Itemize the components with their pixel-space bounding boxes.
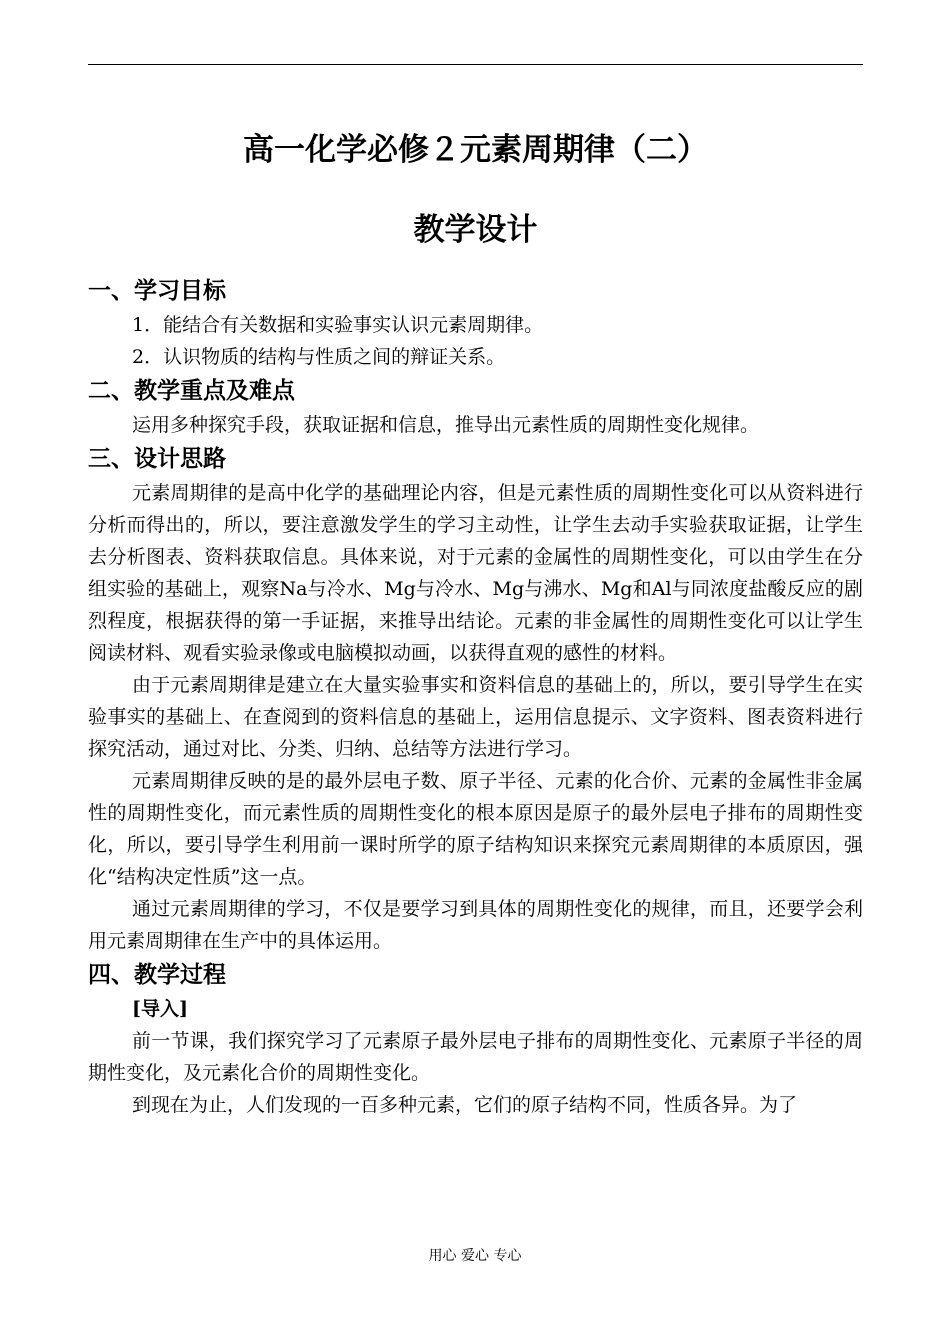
design-paragraph: 元素周期律反映的是的最外层电子数、原子半径、元素的化合价、元素的金属性非金属性的周期性变化，而元素性质的周期性变化的根本原因是原子的最外层电子排布的周期性变化，所以，要引导学生利用前一课时所学的原子结构知识来探究元素周期律的本质原因，强化“结构决定性质”这一点。 <box>88 770 863 888</box>
process-paragraph: 到现在为止，人们发现的一百多种元素，它们的原子结构不同，性质各异。为了 <box>132 1094 798 1116</box>
page-footer: 用心 爱心 专心 <box>428 1248 522 1264</box>
objective-item: 1．能结合有关数据和实验事实认识元素周期律。 <box>132 314 544 336</box>
design-paragraph: 元素周期律的是高中化学的基础理论内容，但是元素性质的周期性变化可以从资料进行分析而得出的，所以，要注意激发学生的学习主动性，让学生去动手实验获取证据，让学生去分析图表、资料获取信息。具体来说，对于元素的金属性的周期性变化，可以由学生在分组实验的基础上，观察Na与冷水、Mg与冷水、Mg与沸水、Mg和Al与同浓度盐酸反应的剧烈程度，根据获得的第一手证据，来推导出结论。元素的非金属性的周期性变化可以让学生阅读材料、观看实验录像或电脑模拟动画，以获得直观的感性的材料。 <box>88 482 863 664</box>
section-heading-objectives: 一、学习目标 <box>88 278 226 304</box>
subheading-introduction: [导入] <box>132 998 188 1020</box>
process-paragraph: 前一节课，我们探究学习了元素原子最外层电子排布的周期性变化、元素原子半径的周期性变化，及元素化合价的周期性变化。 <box>88 1030 863 1084</box>
objective-item: 2．认识物质的结构与性质之间的辩证关系。 <box>132 346 506 368</box>
document-subtitle: 教学设计 <box>413 212 538 248</box>
document-body <box>88 273 863 1121</box>
section-heading-design-ideas: 三、设计思路 <box>88 446 226 472</box>
header-rule <box>88 64 863 65</box>
design-paragraph: 通过元素周期律的学习，不仅是要学习到具体的周期性变化的规律，而且，还要学会利用元素周期律在生产中的具体运用。 <box>88 898 863 952</box>
document-title: 高一化学必修２元素周期律（二） <box>243 132 708 168</box>
section-heading-key-points: 二、教学重点及难点 <box>88 378 295 404</box>
section-heading-teaching-process: 四、教学过程 <box>88 962 226 988</box>
design-paragraph: 由于元素周期律是建立在大量实验事实和资料信息的基础上的，所以，要引导学生在实验事实的基础上、在查阅到的资料信息的基础上，运用信息提示、文字资料、图表资料进行探究活动，通过对比、分类、归纳、总结等方法进行学习。 <box>88 674 863 760</box>
key-points-text: 运用多种探究手段，获取证据和信息，推导出元素性质的周期性变化规律。 <box>132 414 760 436</box>
